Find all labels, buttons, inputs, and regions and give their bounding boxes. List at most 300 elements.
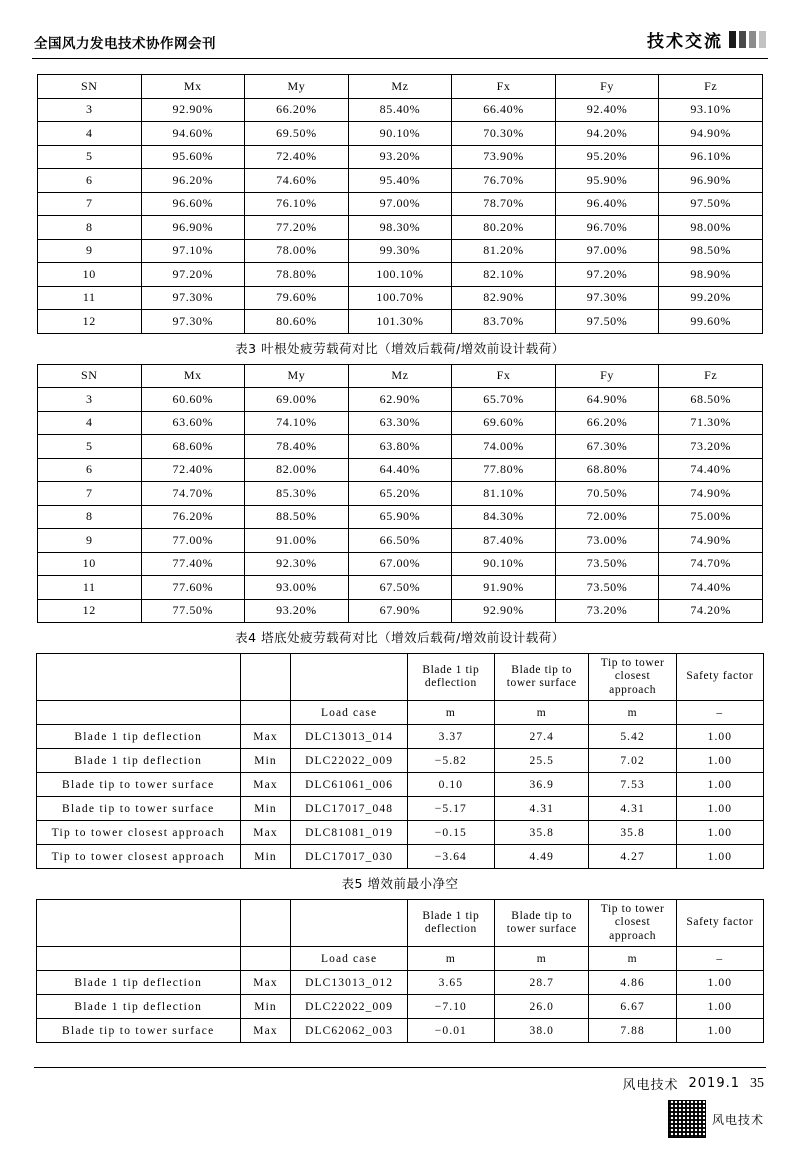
cell: 73.50% — [555, 552, 659, 576]
cell: 100.10% — [348, 263, 452, 287]
cell: 96.20% — [141, 169, 245, 193]
cell: 96.10% — [659, 145, 763, 169]
table6-col-blank2 — [240, 900, 291, 947]
table-row — [38, 552, 763, 576]
table5-unit-m3: m — [589, 701, 676, 725]
cell: Tip to tower closest approach — [37, 845, 241, 869]
table6-unit-blank1 — [37, 947, 241, 971]
cell: 35.8 — [589, 821, 676, 845]
cell: 76.20% — [141, 505, 245, 529]
cell: 97.50% — [555, 310, 659, 334]
cell: 92.30% — [245, 552, 349, 576]
cell: DLC81081_019 — [291, 821, 407, 845]
cell: 27.4 — [494, 725, 589, 749]
footer-divider — [34, 1067, 766, 1068]
cell: 1.00 — [676, 971, 763, 995]
table6-unit-m1: m — [407, 947, 494, 971]
cell: 72.40% — [141, 458, 245, 482]
cell: 4.31 — [589, 797, 676, 821]
cell: 97.50% — [659, 192, 763, 216]
cell: 4.27 — [589, 845, 676, 869]
table3-col-fx: Fx — [452, 75, 556, 99]
cell: 78.80% — [245, 263, 349, 287]
table5-unit-blank2 — [240, 701, 291, 725]
cell: 7 — [38, 482, 142, 506]
cell: 67.90% — [348, 599, 452, 623]
cell: 93.20% — [348, 145, 452, 169]
qr-label: 风电技术 — [711, 1112, 764, 1127]
cell: 73.90% — [452, 145, 556, 169]
cell: 74.90% — [659, 529, 763, 553]
cell: 78.70% — [452, 192, 556, 216]
cell: 11 — [38, 286, 142, 310]
cell: 7.02 — [589, 749, 676, 773]
cell: Max — [240, 821, 291, 845]
cell: 80.20% — [452, 216, 556, 240]
cell: Blade tip to tower surface — [37, 773, 241, 797]
table-row — [38, 599, 763, 623]
cell: −5.82 — [407, 749, 494, 773]
cell: 97.00% — [555, 239, 659, 263]
cell: 63.60% — [141, 411, 245, 435]
cell: 69.50% — [245, 122, 349, 146]
cell: Blade tip to tower surface — [37, 1019, 241, 1043]
cell: 70.50% — [555, 482, 659, 506]
cell: 3 — [38, 98, 142, 122]
cell: 4.86 — [589, 971, 676, 995]
cell: 91.00% — [245, 529, 349, 553]
cell: 93.10% — [659, 98, 763, 122]
cell: 97.20% — [555, 263, 659, 287]
cell: 96.40% — [555, 192, 659, 216]
table-row — [38, 216, 763, 240]
cell: 8 — [38, 216, 142, 240]
cell: DLC13013_014 — [291, 725, 407, 749]
table-row — [38, 505, 763, 529]
cell: DLC61061_006 — [291, 773, 407, 797]
cell: DLC13013_012 — [291, 971, 407, 995]
cell: DLC17017_030 — [291, 845, 407, 869]
cell: 9 — [38, 239, 142, 263]
table5-unit-load-case: Load case — [291, 701, 407, 725]
table4-col-fy: Fy — [555, 364, 659, 388]
cell: 1.00 — [676, 749, 763, 773]
table4 — [37, 364, 763, 624]
cell: 94.60% — [141, 122, 245, 146]
cell: 101.30% — [348, 310, 452, 334]
table5-header-row — [37, 654, 764, 701]
table4-container — [28, 364, 772, 624]
table-row — [38, 388, 763, 412]
cell: Blade 1 tip deflection — [37, 725, 241, 749]
cell: 4 — [38, 411, 142, 435]
cell: 1.00 — [676, 725, 763, 749]
cell: 64.90% — [555, 388, 659, 412]
cell: 77.50% — [141, 599, 245, 623]
cell: 97.00% — [348, 192, 452, 216]
header-journal-name: 全国风力发电技术协作网会刊 — [34, 36, 216, 52]
table5-unit-m1: m — [407, 701, 494, 725]
cell: Min — [240, 845, 291, 869]
table-row — [38, 239, 763, 263]
cell: 87.40% — [452, 529, 556, 553]
cell: 98.90% — [659, 263, 763, 287]
table-row — [38, 482, 763, 506]
cell: 95.90% — [555, 169, 659, 193]
footer-issue: 2019.1 — [688, 1076, 740, 1091]
cell: 74.60% — [245, 169, 349, 193]
table4-col-fx: Fx — [452, 364, 556, 388]
cell: 69.60% — [452, 411, 556, 435]
cell: 94.20% — [555, 122, 659, 146]
cell: 73.20% — [555, 599, 659, 623]
table-row — [38, 286, 763, 310]
cell: 38.0 — [494, 1019, 589, 1043]
table4-caption: 表4 塔底处疲劳载荷对比（增效后载荷/增效前设计载荷） — [235, 630, 565, 645]
table6-unit-dash: – — [676, 947, 763, 971]
cell: 5 — [38, 435, 142, 459]
table6-unit-load-case: Load case — [291, 947, 407, 971]
cell: 88.50% — [245, 505, 349, 529]
cell: 97.30% — [555, 286, 659, 310]
cell: −0.01 — [407, 1019, 494, 1043]
table6-col-tip-to-tower-closest-approach: Tip to tower closest approach — [589, 900, 676, 947]
cell: 97.30% — [141, 310, 245, 334]
cell: Max — [240, 1019, 291, 1043]
cell: 7.88 — [589, 1019, 676, 1043]
cell: 74.40% — [659, 576, 763, 600]
table-row — [38, 98, 763, 122]
cell: 93.00% — [245, 576, 349, 600]
cell: 7 — [38, 192, 142, 216]
cell: 74.40% — [659, 458, 763, 482]
cell: 4 — [38, 122, 142, 146]
table-row — [38, 458, 763, 482]
cell: Blade 1 tip deflection — [37, 971, 241, 995]
cell: 68.60% — [141, 435, 245, 459]
cell: 77.60% — [141, 576, 245, 600]
table6-col-blade-tip-to-tower-surface: Blade tip to tower surface — [494, 900, 589, 947]
cell: 65.20% — [348, 482, 452, 506]
table4-col-sn: SN — [38, 364, 142, 388]
cell: 1.00 — [676, 797, 763, 821]
cell: −0.15 — [407, 821, 494, 845]
cell: 3.37 — [407, 725, 494, 749]
table4-col-my: My — [245, 364, 349, 388]
cell: 63.80% — [348, 435, 452, 459]
cell: 90.10% — [348, 122, 452, 146]
table-row — [38, 145, 763, 169]
cell: 60.60% — [141, 388, 245, 412]
cell: 75.00% — [659, 505, 763, 529]
cell: 95.40% — [348, 169, 452, 193]
cell: 99.60% — [659, 310, 763, 334]
cell: 12 — [38, 310, 142, 334]
cell: 5 — [38, 145, 142, 169]
cell: 94.90% — [659, 122, 763, 146]
cell: 66.40% — [452, 98, 556, 122]
table6-col-blade1-tip-deflection: Blade 1 tip deflection — [407, 900, 494, 947]
cell: DLC62062_003 — [291, 1019, 407, 1043]
cell: 100.70% — [348, 286, 452, 310]
cell: 78.00% — [245, 239, 349, 263]
cell: DLC22022_009 — [291, 749, 407, 773]
cell: 36.9 — [494, 773, 589, 797]
cell: 92.90% — [452, 599, 556, 623]
cell: 77.80% — [452, 458, 556, 482]
cell: 98.30% — [348, 216, 452, 240]
cell: Blade tip to tower surface — [37, 797, 241, 821]
cell: 26.0 — [494, 995, 589, 1019]
cell: 82.00% — [245, 458, 349, 482]
table3-col-my: My — [245, 75, 349, 99]
header-bars-icon — [729, 31, 766, 48]
cell: 67.30% — [555, 435, 659, 459]
cell: 66.20% — [555, 411, 659, 435]
cell: Min — [240, 749, 291, 773]
cell: 3 — [38, 388, 142, 412]
table4-col-mz: Mz — [348, 364, 452, 388]
page-footer — [28, 1067, 772, 1138]
table6-col-blank3 — [291, 900, 407, 947]
cell: 1.00 — [676, 995, 763, 1019]
cell: 6 — [38, 169, 142, 193]
cell: 77.00% — [141, 529, 245, 553]
cell: 99.20% — [659, 286, 763, 310]
page-header — [28, 0, 772, 58]
cell: Blade 1 tip deflection — [37, 995, 241, 1019]
cell: 96.90% — [141, 216, 245, 240]
table-row — [37, 797, 764, 821]
cell: 90.10% — [452, 552, 556, 576]
table-row — [37, 773, 764, 797]
cell: 73.20% — [659, 435, 763, 459]
cell: 67.50% — [348, 576, 452, 600]
cell: 97.20% — [141, 263, 245, 287]
table5-container — [28, 653, 772, 869]
table4-col-mx: Mx — [141, 364, 245, 388]
table-row — [37, 971, 764, 995]
cell: 9 — [38, 529, 142, 553]
table3-container — [28, 74, 772, 334]
cell: 25.5 — [494, 749, 589, 773]
cell: 6 — [38, 458, 142, 482]
table5-col-blank2 — [240, 654, 291, 701]
cell: Min — [240, 995, 291, 1019]
table-row — [37, 845, 764, 869]
table-row — [38, 435, 763, 459]
cell: Max — [240, 971, 291, 995]
header-divider — [32, 58, 768, 59]
header-section-title: 技术交流 — [647, 32, 723, 52]
cell: 95.20% — [555, 145, 659, 169]
cell: −3.64 — [407, 845, 494, 869]
cell: 67.00% — [348, 552, 452, 576]
cell: 76.70% — [452, 169, 556, 193]
cell: 83.70% — [452, 310, 556, 334]
qr-code-icon — [668, 1100, 706, 1138]
cell: 0.10 — [407, 773, 494, 797]
cell: 4.31 — [494, 797, 589, 821]
table-row — [38, 411, 763, 435]
cell: 70.30% — [452, 122, 556, 146]
footer-line — [28, 1074, 772, 1093]
cell: 80.60% — [245, 310, 349, 334]
cell: 66.20% — [245, 98, 349, 122]
cell: 73.50% — [555, 576, 659, 600]
cell: 91.90% — [452, 576, 556, 600]
cell: 4.49 — [494, 845, 589, 869]
cell: 78.40% — [245, 435, 349, 459]
table3-col-mz: Mz — [348, 75, 452, 99]
cell: 12 — [38, 599, 142, 623]
table6-col-safety-factor: Safety factor — [676, 900, 763, 947]
cell: 74.90% — [659, 482, 763, 506]
footer-journal: 风电技术 — [622, 1078, 679, 1093]
cell: 65.70% — [452, 388, 556, 412]
cell: Tip to tower closest approach — [37, 821, 241, 845]
cell: DLC17017_048 — [291, 797, 407, 821]
cell: 92.90% — [141, 98, 245, 122]
cell: 96.60% — [141, 192, 245, 216]
table-row — [37, 1019, 764, 1043]
cell: 62.90% — [348, 388, 452, 412]
cell: 1.00 — [676, 773, 763, 797]
cell: 76.10% — [245, 192, 349, 216]
cell: 81.10% — [452, 482, 556, 506]
cell: 77.20% — [245, 216, 349, 240]
footer-qr-row — [28, 1100, 772, 1138]
cell: 1.00 — [676, 845, 763, 869]
table-row — [38, 310, 763, 334]
cell: 72.00% — [555, 505, 659, 529]
table5-unit-dash: – — [676, 701, 763, 725]
cell: 82.10% — [452, 263, 556, 287]
table5-col-blank1 — [37, 654, 241, 701]
table5-col-safety-factor: Safety factor — [676, 654, 763, 701]
table6-units-row — [37, 947, 764, 971]
cell: 68.50% — [659, 388, 763, 412]
table6-col-blank1 — [37, 900, 241, 947]
cell: Max — [240, 773, 291, 797]
table6-header-row — [37, 900, 764, 947]
table-row — [38, 122, 763, 146]
table-row — [37, 821, 764, 845]
table5-caption: 表5 增效前最小净空 — [341, 876, 459, 891]
cell: 63.30% — [348, 411, 452, 435]
cell: 85.40% — [348, 98, 452, 122]
cell: 1.00 — [676, 1019, 763, 1043]
cell: 74.70% — [659, 552, 763, 576]
cell: 11 — [38, 576, 142, 600]
table-row — [38, 263, 763, 287]
cell: 65.90% — [348, 505, 452, 529]
table3-col-mx: Mx — [141, 75, 245, 99]
table-row — [38, 576, 763, 600]
cell: 1.00 — [676, 821, 763, 845]
cell: 72.40% — [245, 145, 349, 169]
table4-col-fz: Fz — [659, 364, 763, 388]
cell: 74.20% — [659, 599, 763, 623]
cell: 66.50% — [348, 529, 452, 553]
cell: Max — [240, 725, 291, 749]
table5-col-tip-to-tower-closest-approach: Tip to tower closest approach — [589, 654, 676, 701]
table-row — [38, 169, 763, 193]
cell: 69.00% — [245, 388, 349, 412]
cell: 96.70% — [555, 216, 659, 240]
cell: 71.30% — [659, 411, 763, 435]
cell: 74.00% — [452, 435, 556, 459]
cell: 95.60% — [141, 145, 245, 169]
cell: −7.10 — [407, 995, 494, 1019]
table3-header-row — [38, 75, 763, 99]
table3-col-sn: SN — [38, 75, 142, 99]
cell: Blade 1 tip deflection — [37, 749, 241, 773]
cell: 84.30% — [452, 505, 556, 529]
cell: 98.50% — [659, 239, 763, 263]
cell: 5.42 — [589, 725, 676, 749]
table-row — [37, 725, 764, 749]
table4-header-row — [38, 364, 763, 388]
table3 — [37, 74, 763, 334]
cell: 7.53 — [589, 773, 676, 797]
table6-unit-m3: m — [589, 947, 676, 971]
table5-unit-blank1 — [37, 701, 241, 725]
table-row — [37, 995, 764, 1019]
cell: 92.40% — [555, 98, 659, 122]
cell: 10 — [38, 263, 142, 287]
cell: 28.7 — [494, 971, 589, 995]
table5-col-blade-tip-to-tower-surface: Blade tip to tower surface — [494, 654, 589, 701]
cell: 74.70% — [141, 482, 245, 506]
cell: 35.8 — [494, 821, 589, 845]
table6-container — [28, 899, 772, 1043]
table-row — [38, 192, 763, 216]
table-row — [38, 529, 763, 553]
cell: 97.30% — [141, 286, 245, 310]
cell: 96.90% — [659, 169, 763, 193]
cell: 79.60% — [245, 286, 349, 310]
table3-col-fy: Fy — [555, 75, 659, 99]
table6-unit-m2: m — [494, 947, 589, 971]
cell: 74.10% — [245, 411, 349, 435]
cell: 82.90% — [452, 286, 556, 310]
cell: 73.00% — [555, 529, 659, 553]
cell: 3.65 — [407, 971, 494, 995]
page-number: 35 — [750, 1075, 764, 1091]
cell: 8 — [38, 505, 142, 529]
table5-unit-m2: m — [494, 701, 589, 725]
cell: 68.80% — [555, 458, 659, 482]
table3-col-fz: Fz — [659, 75, 763, 99]
cell: DLC22022_009 — [291, 995, 407, 1019]
cell: Min — [240, 797, 291, 821]
cell: 10 — [38, 552, 142, 576]
table-row — [37, 749, 764, 773]
cell: 93.20% — [245, 599, 349, 623]
table5-col-blade1-tip-deflection: Blade 1 tip deflection — [407, 654, 494, 701]
cell: 81.20% — [452, 239, 556, 263]
table6 — [36, 899, 764, 1043]
table5 — [36, 653, 764, 869]
header-section — [647, 27, 766, 52]
cell: 64.40% — [348, 458, 452, 482]
table6-unit-blank2 — [240, 947, 291, 971]
table5-units-row — [37, 701, 764, 725]
cell: 97.10% — [141, 239, 245, 263]
table3-caption: 表3 叶根处疲劳载荷对比（增效后载荷/增效前设计载荷） — [235, 340, 565, 356]
cell: 6.67 — [589, 995, 676, 1019]
